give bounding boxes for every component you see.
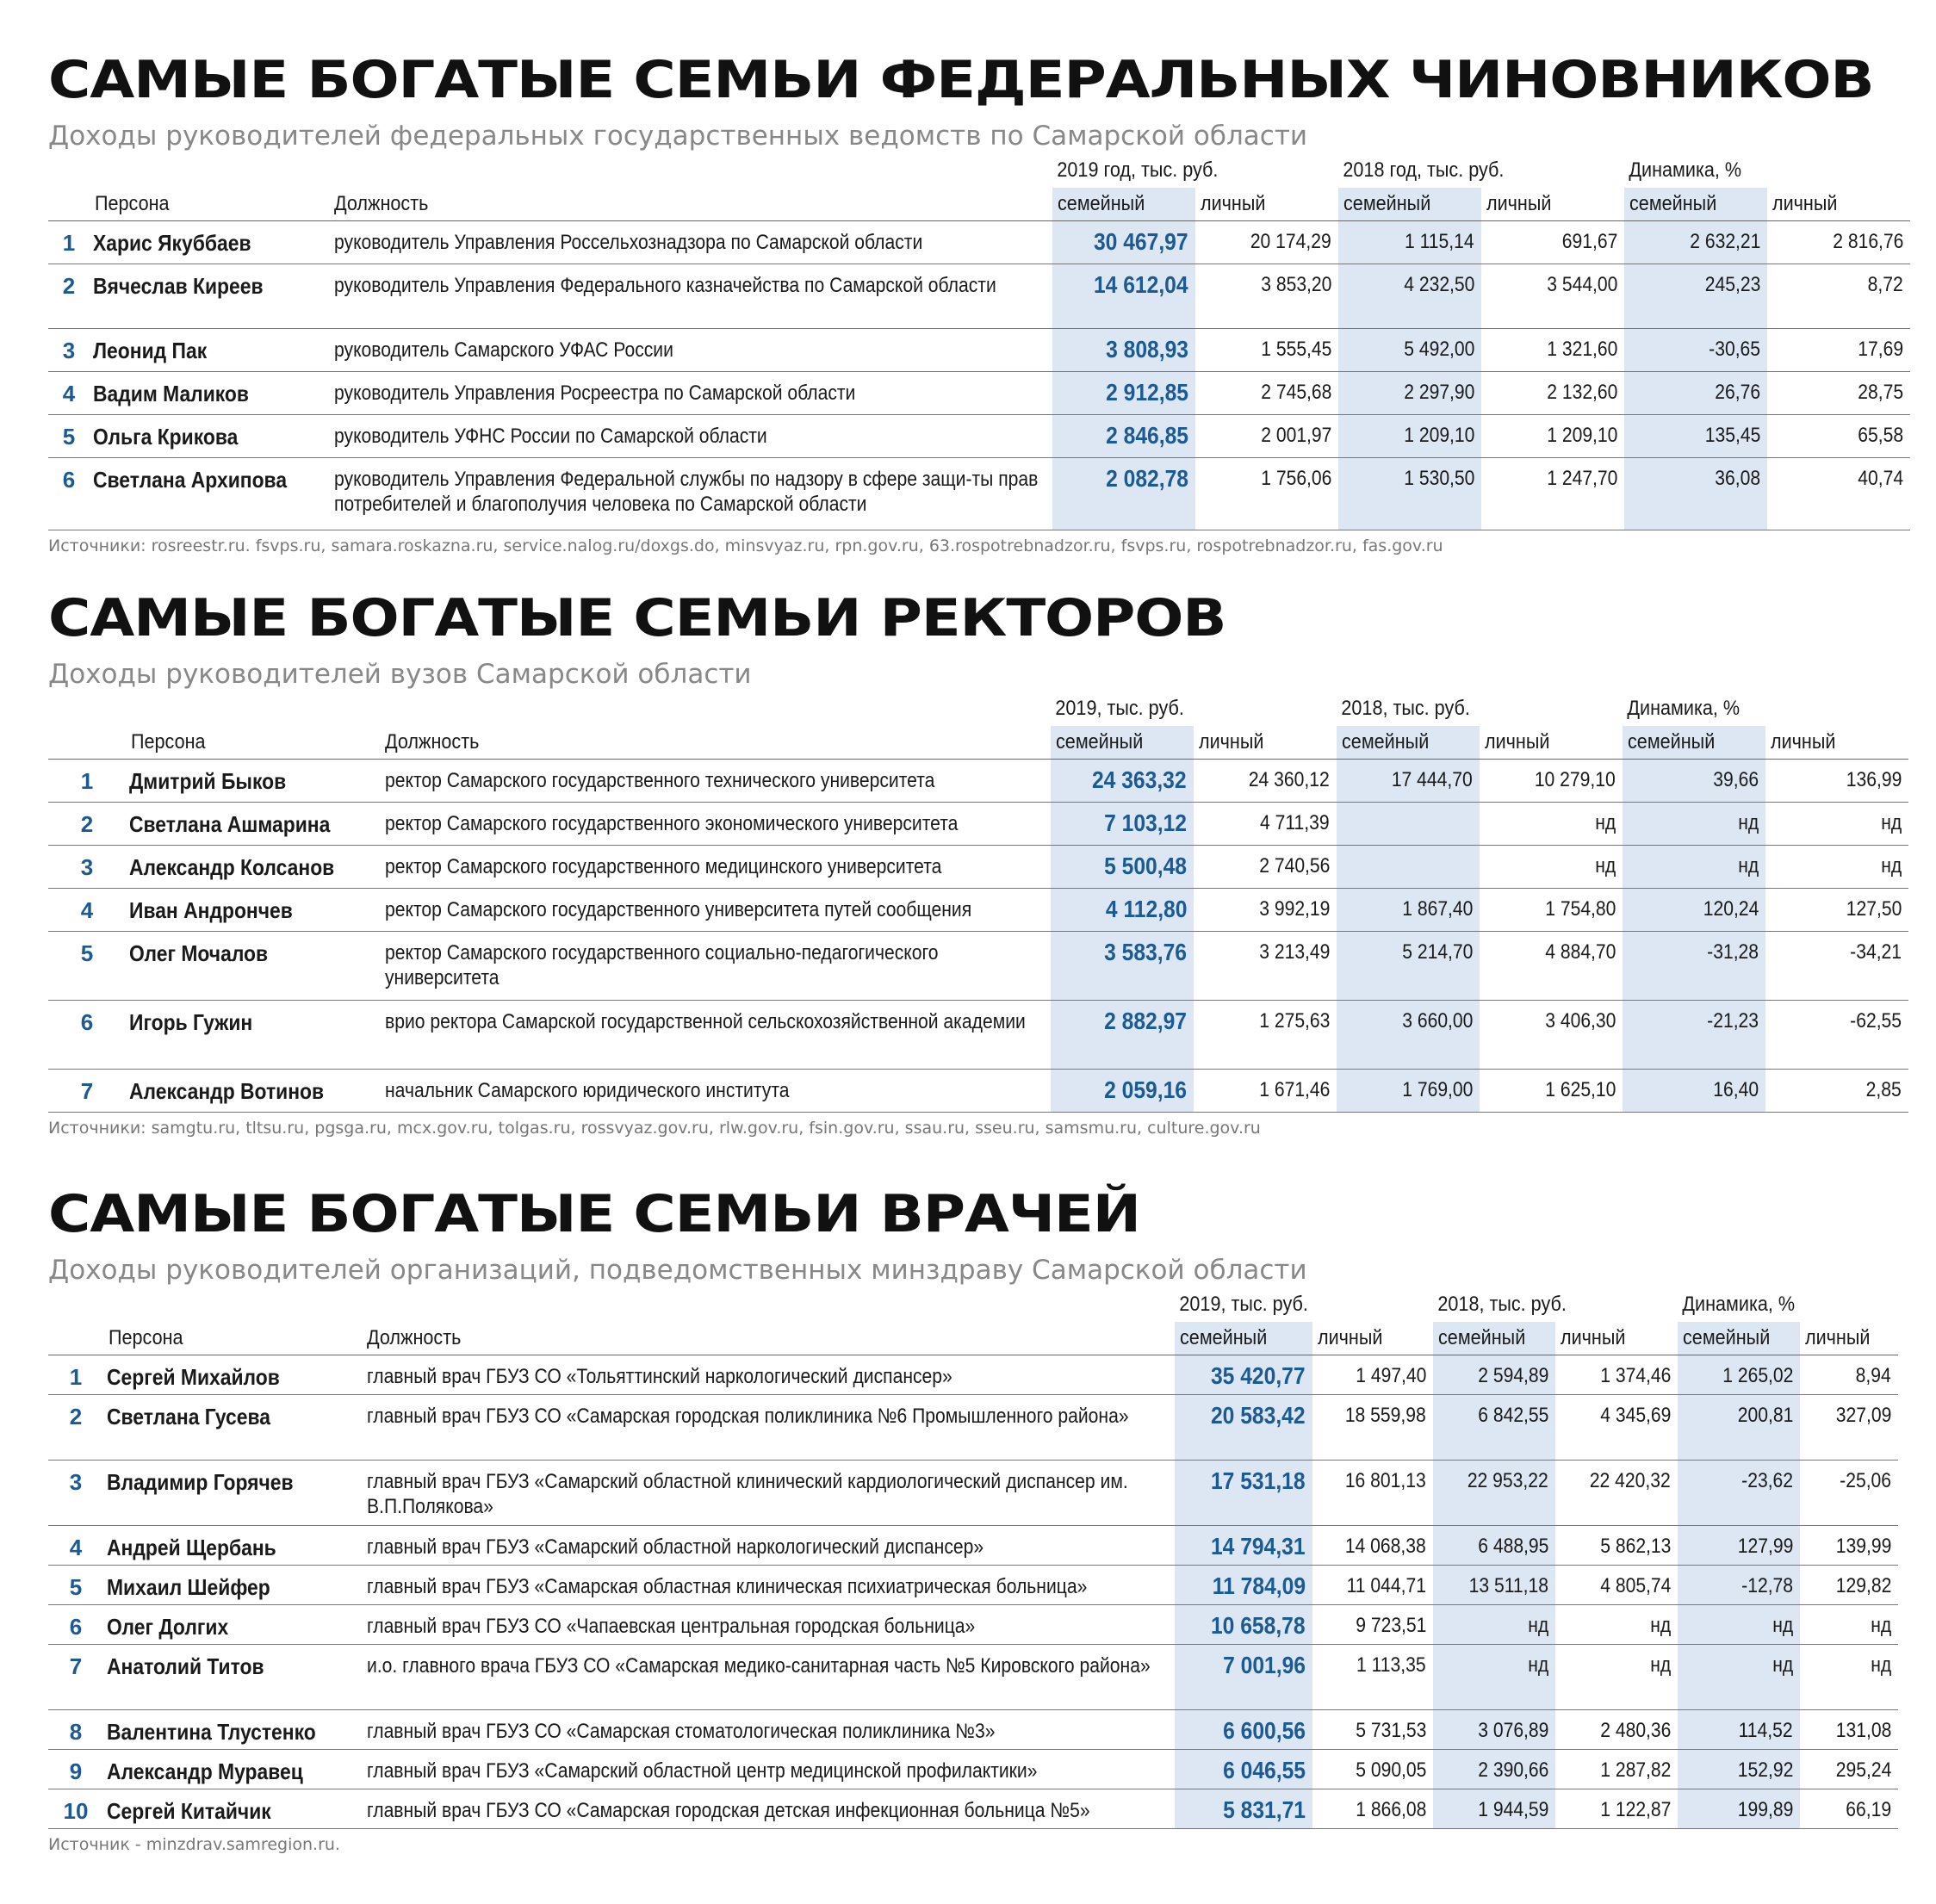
family-2019-value: 10 658,78 (1175, 1605, 1312, 1645)
position-text: главный врач ГБУЗ СО «Самарская городская детская инфекционная больница №5» (362, 1789, 1175, 1829)
row-number: 6 (48, 1605, 103, 1645)
position-text: главный врач ГБУЗ СО «Самарская стоматологическая поликлиника №3» (362, 1710, 1175, 1750)
group-dynamics: Динамика, % (1629, 158, 1742, 182)
table-row (48, 1461, 1898, 1526)
personal-dynamics-value: -34,21 (1765, 932, 1908, 1001)
person-name: Валентина Тлустенко (103, 1710, 362, 1750)
person-name: Анатолий Титов (103, 1645, 362, 1710)
table-row (48, 1750, 1898, 1789)
table-row (48, 1789, 1898, 1829)
personal-2019-value: 4 711,39 (1194, 803, 1337, 846)
person-name: Олег Мочалов (126, 932, 380, 1001)
position-text: ректор Самарского государственного технического университета (380, 760, 1051, 803)
family-2019-value: 6 600,56 (1175, 1710, 1312, 1750)
col-family-2018: семейный (1338, 188, 1481, 221)
position-text: руководитель Управления Россельхознадзора по Самарской области (329, 221, 1052, 264)
person-name: Светлана Архипова (90, 458, 329, 530)
sources-note: Источники: rosreestr.ru. fsvps.ru, samara.roskazna.ru, service.nalog.ru/doxgs.do, minsvyaz.ru, rpn.gov.ru, 63.rospotrebnadzor.ru, fsvps.ru, rospotrebnadzor.ru, fas.gov.ru (48, 536, 1443, 555)
personal-2018-value: нд (1555, 1645, 1678, 1710)
family-2018-value: 17 444,70 (1337, 760, 1480, 803)
family-2019-value: 14 612,04 (1052, 264, 1195, 329)
row-number: 5 (48, 1566, 103, 1605)
family-dynamics-value: 26,76 (1624, 372, 1767, 415)
personal-2019-value: 11 044,71 (1312, 1566, 1433, 1605)
family-2018-value: 4 232,50 (1338, 264, 1481, 329)
personal-2018-value: 1 754,80 (1480, 889, 1623, 932)
personal-2018-value: 4 805,74 (1555, 1566, 1678, 1605)
row-number: 6 (48, 1001, 126, 1070)
person-name: Александр Муравец (103, 1750, 362, 1789)
personal-dynamics-value: 327,09 (1800, 1395, 1898, 1461)
family-2019-value: 24 363,32 (1051, 760, 1194, 803)
income-table (48, 692, 1908, 1113)
section-title: САМЫЕ БОГАТЫЕ СЕМЬИ ФЕДЕРАЛЬНЫХ ЧИНОВНИКОВ (48, 50, 1874, 110)
table-row (48, 415, 1910, 458)
position-text: ректор Самарского государственного медицинского университета (380, 846, 1051, 889)
family-2019-value: 11 784,09 (1175, 1566, 1312, 1605)
row-number: 9 (48, 1750, 103, 1789)
row-number: 2 (48, 1395, 103, 1461)
row-number: 7 (48, 1645, 103, 1710)
personal-2018-value: 691,67 (1481, 221, 1624, 264)
personal-2019-value: 2 745,68 (1195, 372, 1338, 415)
table-row (48, 1710, 1898, 1750)
personal-2019-value: 3 213,49 (1194, 932, 1337, 1001)
personal-dynamics-value: 136,99 (1765, 760, 1908, 803)
family-2018-value: 1 944,59 (1433, 1789, 1555, 1829)
family-2019-value: 5 500,48 (1051, 846, 1194, 889)
person-name: Иван Андрончев (126, 889, 380, 932)
family-dynamics-value: 200,81 (1678, 1395, 1800, 1461)
row-number: 3 (48, 1461, 103, 1526)
person-name: Вячеслав Киреев (90, 264, 329, 329)
section-officials (48, 50, 1910, 556)
column-header-row (48, 188, 1910, 221)
personal-2018-value: нд (1480, 803, 1623, 846)
personal-dynamics-value: -25,06 (1800, 1461, 1898, 1526)
personal-2019-value: 1 671,46 (1194, 1070, 1337, 1113)
table-row (48, 1526, 1898, 1566)
family-dynamics-value: нд (1623, 846, 1765, 889)
group-2019: 2019 год, тыс. руб. (1057, 158, 1219, 182)
person-name: Светлана Ашмарина (126, 803, 380, 846)
position-text: главный врач ГБУЗ СО «Чапаевская центральная городская больница» (362, 1605, 1175, 1645)
row-number: 4 (48, 889, 126, 932)
family-2018-value: 1 209,10 (1338, 415, 1481, 458)
table-row (48, 1605, 1898, 1645)
family-2019-value: 30 467,97 (1052, 221, 1195, 264)
family-dynamics-value: -30,65 (1624, 329, 1767, 372)
income-table (48, 1287, 1898, 1829)
group-dynamics: Динамика, % (1682, 1293, 1796, 1316)
row-number: 4 (48, 372, 90, 415)
family-2019-value: 2 882,97 (1051, 1001, 1194, 1070)
col-personal-2018: личный (1555, 1322, 1678, 1355)
row-number: 7 (48, 1070, 126, 1113)
col-person: Персона (90, 188, 329, 221)
col-position: Должность (380, 726, 1051, 760)
personal-2018-value: 22 420,32 (1555, 1461, 1678, 1526)
family-dynamics-value: 1 265,02 (1678, 1355, 1800, 1395)
table-row (48, 221, 1910, 264)
personal-2019-value: 1 756,06 (1195, 458, 1338, 530)
table-row (48, 1001, 1908, 1070)
family-dynamics-value: 245,23 (1624, 264, 1767, 329)
personal-dynamics-value: 40,74 (1767, 458, 1910, 530)
table-row (48, 372, 1910, 415)
family-2019-value: 2 082,78 (1052, 458, 1195, 530)
family-2018-value: 3 660,00 (1337, 1001, 1480, 1070)
col-position: Должность (329, 188, 1052, 221)
table-row (48, 1070, 1908, 1113)
family-dynamics-value: 152,92 (1678, 1750, 1800, 1789)
col-family-2018: семейный (1433, 1322, 1555, 1355)
col-personal-2019: личный (1194, 726, 1337, 760)
family-2019-value: 7 001,96 (1175, 1645, 1312, 1710)
family-2018-value: 3 076,89 (1433, 1710, 1555, 1750)
person-name: Леонид Пак (90, 329, 329, 372)
family-dynamics-value: 36,08 (1624, 458, 1767, 530)
personal-2018-value: нд (1555, 1605, 1678, 1645)
personal-2019-value: 2 001,97 (1195, 415, 1338, 458)
position-text: руководитель Управления Федерального казначейства по Самарской области (329, 264, 1052, 329)
col-personal-2019: личный (1312, 1322, 1433, 1355)
personal-dynamics-value: нд (1765, 803, 1908, 846)
person-name: Вадим Маликов (90, 372, 329, 415)
group-2018: 2018, тыс. руб. (1341, 697, 1470, 720)
group-header-row (48, 692, 1908, 726)
col-person: Персона (126, 726, 380, 760)
position-text: главный врач ГБУЗ «Самарский областной клинический кардиологический диспансер им. В.П.Полякова» (362, 1461, 1175, 1526)
personal-dynamics-value: 2,85 (1765, 1070, 1908, 1113)
personal-2019-value: 3 992,19 (1194, 889, 1337, 932)
table-row (48, 1645, 1898, 1710)
position-text: и.о. главного врача ГБУЗ СО «Самарская медико-санитарная часть №5 Кировского района» (362, 1645, 1175, 1710)
family-dynamics-value: нд (1678, 1645, 1800, 1710)
position-text: руководитель УФНС России по Самарской области (329, 415, 1052, 458)
table-row (48, 329, 1910, 372)
family-2018-value: 2 297,90 (1338, 372, 1481, 415)
col-family-dyn: семейный (1678, 1322, 1800, 1355)
personal-dynamics-value: 2 816,76 (1767, 221, 1910, 264)
personal-2019-value: 16 801,13 (1312, 1461, 1433, 1526)
col-family-dyn: семейный (1624, 188, 1767, 221)
section-doctors (48, 1184, 1898, 1855)
person-name: Олег Долгих (103, 1605, 362, 1645)
position-text: ректор Самарского государственного экономического университета (380, 803, 1051, 846)
group-2018: 2018 год, тыс. руб. (1343, 158, 1505, 182)
personal-dynamics-value: 8,94 (1800, 1355, 1898, 1395)
table-row (48, 932, 1908, 1001)
family-dynamics-value: -31,28 (1623, 932, 1765, 1001)
personal-dynamics-value: нд (1800, 1645, 1898, 1710)
family-2018-value (1337, 846, 1480, 889)
family-2018-value: 13 511,18 (1433, 1566, 1555, 1605)
person-name: Дмитрий Быков (126, 760, 380, 803)
personal-2018-value: 1 374,46 (1555, 1355, 1678, 1395)
position-text: главный врач ГБУЗ СО «Самарская городская поликлиника №6 Промышленного района» (362, 1395, 1175, 1461)
personal-2018-value: 2 132,60 (1481, 372, 1624, 415)
personal-2018-value: 1 287,82 (1555, 1750, 1678, 1789)
position-text: врио ректора Самарской государственной сельскохозяйственной академии (380, 1001, 1051, 1070)
income-table (48, 153, 1910, 530)
personal-dynamics-value: 66,19 (1800, 1789, 1898, 1829)
family-2019-value: 17 531,18 (1175, 1461, 1312, 1526)
family-dynamics-value: 135,45 (1624, 415, 1767, 458)
position-text: руководитель Управления Росреестра по Самарской области (329, 372, 1052, 415)
personal-2018-value: 1 321,60 (1481, 329, 1624, 372)
col-family-2018: семейный (1337, 726, 1480, 760)
family-dynamics-value: 127,99 (1678, 1526, 1800, 1566)
personal-2018-value: 5 862,13 (1555, 1526, 1678, 1566)
family-dynamics-value: 2 632,21 (1624, 221, 1767, 264)
col-personal-2018: личный (1480, 726, 1623, 760)
personal-dynamics-value: 17,69 (1767, 329, 1910, 372)
position-text: главный врач ГБУЗ «Самарская областная клиническая психиатрическая больница» (362, 1566, 1175, 1605)
personal-2019-value: 1 555,45 (1195, 329, 1338, 372)
personal-dynamics-value: 295,24 (1800, 1750, 1898, 1789)
personal-2019-value: 1 497,40 (1312, 1355, 1433, 1395)
section-subtitle: Доходы руководителей вузов Самарской области (48, 659, 752, 690)
sources-note: Источники: samgtu.ru, tltsu.ru, pgsga.ru, mcx.gov.ru, tolgas.ru, rossvyaz.gov.ru, rlw.gov.ru, fsin.gov.ru, ssau.ru, sseu.ru, samsmu.ru, culture.gov.ru (48, 1119, 1261, 1138)
col-personal-dyn: личный (1800, 1322, 1898, 1355)
personal-dynamics-value: 129,82 (1800, 1566, 1898, 1605)
family-2018-value: 2 594,89 (1433, 1355, 1555, 1395)
table-row (48, 1355, 1898, 1395)
section-subtitle: Доходы руководителей организаций, подведомственных минздраву Самарской области (48, 1255, 1307, 1286)
sources-note: Источник - minzdrav.samregion.ru. (48, 1835, 340, 1854)
personal-2018-value: 1 247,70 (1481, 458, 1624, 530)
column-header-row (48, 1322, 1898, 1355)
personal-2019-value: 9 723,51 (1312, 1605, 1433, 1645)
family-2018-value: нд (1433, 1645, 1555, 1710)
person-name: Сергей Михайлов (103, 1355, 362, 1395)
personal-2019-value: 3 853,20 (1195, 264, 1338, 329)
family-2018-value: 5 492,00 (1338, 329, 1481, 372)
table-row (48, 458, 1910, 530)
family-2019-value: 6 046,55 (1175, 1750, 1312, 1789)
col-family-dyn: семейный (1623, 726, 1765, 760)
table-row (48, 803, 1908, 846)
table-row (48, 846, 1908, 889)
family-dynamics-value: 39,66 (1623, 760, 1765, 803)
personal-2019-value: 24 360,12 (1194, 760, 1337, 803)
family-dynamics-value: -12,78 (1678, 1566, 1800, 1605)
personal-dynamics-value: -62,55 (1765, 1001, 1908, 1070)
personal-2018-value: 3 406,30 (1480, 1001, 1623, 1070)
position-text: начальник Самарского юридического института (380, 1070, 1051, 1113)
family-2019-value: 14 794,31 (1175, 1526, 1312, 1566)
personal-2018-value: 1 625,10 (1480, 1070, 1623, 1113)
col-position: Должность (362, 1322, 1175, 1355)
group-header-row (48, 1287, 1898, 1322)
position-text: главный врач ГБУЗ «Самарский областной центр медицинской профилактики» (362, 1750, 1175, 1789)
family-2019-value: 4 112,80 (1051, 889, 1194, 932)
row-number: 1 (48, 760, 126, 803)
section-title: САМЫЕ БОГАТЫЕ СЕМЬИ ВРАЧЕЙ (48, 1184, 1140, 1244)
row-number: 4 (48, 1526, 103, 1566)
person-name: Александр Вотинов (126, 1070, 380, 1113)
personal-2019-value: 5 090,05 (1312, 1750, 1433, 1789)
family-dynamics-value: 114,52 (1678, 1710, 1800, 1750)
personal-2019-value: 14 068,38 (1312, 1526, 1433, 1566)
person-name: Ольга Крикова (90, 415, 329, 458)
personal-2018-value: 3 544,00 (1481, 264, 1624, 329)
family-2019-value: 35 420,77 (1175, 1355, 1312, 1395)
personal-2018-value: 10 279,10 (1480, 760, 1623, 803)
table-row (48, 760, 1908, 803)
family-dynamics-value: -21,23 (1623, 1001, 1765, 1070)
row-number: 8 (48, 1710, 103, 1750)
row-number: 3 (48, 846, 126, 889)
personal-dynamics-value: 131,08 (1800, 1710, 1898, 1750)
personal-2019-value: 5 731,53 (1312, 1710, 1433, 1750)
person-name: Александр Колсанов (126, 846, 380, 889)
row-number: 10 (48, 1789, 103, 1829)
table-row (48, 1566, 1898, 1605)
personal-2019-value: 1 113,35 (1312, 1645, 1433, 1710)
family-2019-value: 3 808,93 (1052, 329, 1195, 372)
position-text: ректор Самарского государственного университета путей сообщения (380, 889, 1051, 932)
family-2019-value: 2 912,85 (1052, 372, 1195, 415)
row-number: 3 (48, 329, 90, 372)
family-2019-value: 3 583,76 (1051, 932, 1194, 1001)
position-text: главный врач ГБУЗ СО «Тольяттинский наркологический диспансер» (362, 1355, 1175, 1395)
person-name: Сергей Китайчик (103, 1789, 362, 1829)
table-row (48, 1395, 1898, 1461)
group-2018: 2018, тыс. руб. (1437, 1293, 1567, 1316)
personal-2018-value: 2 480,36 (1555, 1710, 1678, 1750)
family-dynamics-value: 199,89 (1678, 1789, 1800, 1829)
personal-2019-value: 18 559,98 (1312, 1395, 1433, 1461)
section-rectors (48, 588, 1908, 1138)
col-personal-dyn: личный (1765, 726, 1908, 760)
family-2019-value: 7 103,12 (1051, 803, 1194, 846)
personal-dynamics-value: 8,72 (1767, 264, 1910, 329)
family-dynamics-value: нд (1678, 1605, 1800, 1645)
position-text: руководитель Управления Федеральной службы по надзору в сфере защи-ты прав потребителей и благополучия человека по Самарской области (329, 458, 1052, 530)
table-row (48, 264, 1910, 329)
row-number: 2 (48, 803, 126, 846)
family-2018-value: 1 530,50 (1338, 458, 1481, 530)
personal-2018-value: нд (1480, 846, 1623, 889)
col-personal-2019: личный (1195, 188, 1338, 221)
position-text: руководитель Самарского УФАС России (329, 329, 1052, 372)
personal-2019-value: 2 740,56 (1194, 846, 1337, 889)
personal-2018-value: 1 209,10 (1481, 415, 1624, 458)
row-number: 6 (48, 458, 90, 530)
family-2018-value: 5 214,70 (1337, 932, 1480, 1001)
person-name: Харис Якуббаев (90, 221, 329, 264)
family-2019-value: 5 831,71 (1175, 1789, 1312, 1829)
col-family-2019: семейный (1175, 1322, 1312, 1355)
family-2018-value (1337, 803, 1480, 846)
section-title: САМЫЕ БОГАТЫЕ СЕМЬИ РЕКТОРОВ (48, 588, 1226, 648)
family-2018-value: 22 953,22 (1433, 1461, 1555, 1526)
group-header-row (48, 153, 1910, 188)
family-dynamics-value: нд (1623, 803, 1765, 846)
section-subtitle: Доходы руководителей федеральных государственных ведомств по Самарской области (48, 121, 1308, 152)
group-dynamics: Динамика, % (1627, 697, 1741, 720)
position-text: ректор Самарского государственного социально-педагогического университета (380, 932, 1051, 1001)
family-2019-value: 2 059,16 (1051, 1070, 1194, 1113)
row-number: 5 (48, 932, 126, 1001)
table-row (48, 889, 1908, 932)
personal-dynamics-value: нд (1800, 1605, 1898, 1645)
family-2018-value: 1 115,14 (1338, 221, 1481, 264)
row-number: 1 (48, 1355, 103, 1395)
person-name: Михаил Шейфер (103, 1566, 362, 1605)
personal-dynamics-value: 127,50 (1765, 889, 1908, 932)
family-dynamics-value: -23,62 (1678, 1461, 1800, 1526)
col-personal-dyn: личный (1767, 188, 1910, 221)
personal-2019-value: 1 866,08 (1312, 1789, 1433, 1829)
row-number: 5 (48, 415, 90, 458)
person-name: Андрей Щербань (103, 1526, 362, 1566)
person-name: Светлана Гусева (103, 1395, 362, 1461)
family-2018-value: 6 488,95 (1433, 1526, 1555, 1566)
row-number: 2 (48, 264, 90, 329)
family-2019-value: 2 846,85 (1052, 415, 1195, 458)
group-2019: 2019, тыс. руб. (1055, 697, 1184, 720)
person-name: Игорь Гужин (126, 1001, 380, 1070)
family-dynamics-value: 120,24 (1623, 889, 1765, 932)
personal-2018-value: 1 122,87 (1555, 1789, 1678, 1829)
column-header-row (48, 726, 1908, 760)
family-2019-value: 20 583,42 (1175, 1395, 1312, 1461)
family-2018-value: нд (1433, 1605, 1555, 1645)
col-person: Персона (103, 1322, 362, 1355)
personal-dynamics-value: 28,75 (1767, 372, 1910, 415)
personal-2019-value: 1 275,63 (1194, 1001, 1337, 1070)
family-2018-value: 2 390,66 (1433, 1750, 1555, 1789)
personal-dynamics-value: 139,99 (1800, 1526, 1898, 1566)
col-personal-2018: личный (1481, 188, 1624, 221)
family-2018-value: 1 867,40 (1337, 889, 1480, 932)
family-2018-value: 1 769,00 (1337, 1070, 1480, 1113)
personal-dynamics-value: 65,58 (1767, 415, 1910, 458)
personal-2018-value: 4 884,70 (1480, 932, 1623, 1001)
family-2018-value: 6 842,55 (1433, 1395, 1555, 1461)
family-dynamics-value: 16,40 (1623, 1070, 1765, 1113)
personal-dynamics-value: нд (1765, 846, 1908, 889)
person-name: Владимир Горячев (103, 1461, 362, 1526)
row-number: 1 (48, 221, 90, 264)
group-2019: 2019, тыс. руб. (1179, 1293, 1308, 1316)
col-family-2019: семейный (1052, 188, 1195, 221)
personal-2018-value: 4 345,69 (1555, 1395, 1678, 1461)
col-family-2019: семейный (1051, 726, 1194, 760)
position-text: главный врач ГБУЗ «Самарский областной наркологический диспансер» (362, 1526, 1175, 1566)
personal-2019-value: 20 174,29 (1195, 221, 1338, 264)
